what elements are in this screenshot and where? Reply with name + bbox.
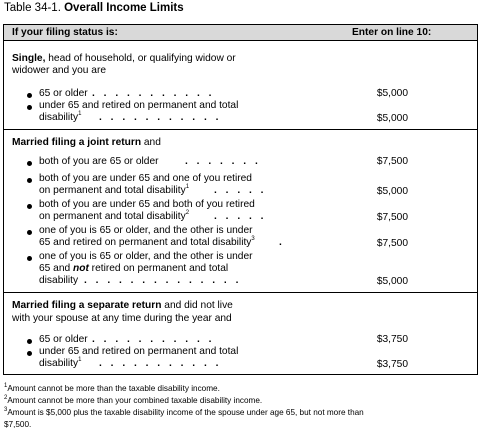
leader-dots: . . . . . . . . . . .: [92, 88, 215, 99]
single-item-2: under 65 and retired on permanent and total: [39, 100, 239, 111]
section-separate-lead-line2: with your spouse at any time during the year and: [12, 313, 232, 324]
header-filing-status: If your filing status is:: [12, 27, 118, 38]
section-divider: [4, 129, 477, 130]
table-title-prefix: Table 34-1.: [4, 2, 61, 14]
separate-amount-2: $3,750: [376, 359, 408, 370]
leader-dots: . . . . . . . . . . .: [92, 334, 215, 345]
section-single-lead-line2: widower and you are: [12, 65, 107, 76]
income-limits-table: [3, 24, 478, 375]
joint-item-5-line3: disability: [39, 275, 79, 286]
bullet-icon: [27, 351, 32, 356]
single-amount-2: $5,000: [376, 113, 408, 124]
joint-item-2: both of you are under 65 and one of you retired: [39, 173, 252, 184]
section-divider: [4, 292, 477, 293]
footnote-3-cont: $7,500.: [4, 420, 32, 429]
joint-amount-1: $7,500: [376, 156, 408, 167]
footnote-1: $^1$Amount cannot be more than the taxable disability income.: [4, 383, 220, 393]
single-amount-1: $5,000: [376, 88, 408, 99]
footnote-3: $^3$Amount is $5,000 plus the taxable disability income of the spouse under age 65, but not more than: [4, 407, 364, 417]
bullet-icon: [27, 339, 32, 344]
joint-item-2-line2: on permanent and total disability$^1$: [39, 184, 190, 196]
leader-dots: . . . . . . . . . . .: [99, 358, 222, 369]
bullet-icon: [27, 256, 32, 261]
bullet-icon: [27, 230, 32, 235]
leader-dots: . . . . .: [214, 185, 267, 196]
footnote-2: $^2$Amount cannot be more than your combined taxable disability income.: [4, 395, 263, 405]
separate-amount-1: $3,750: [376, 334, 408, 345]
leader-dots: . . . . . . .: [185, 156, 261, 167]
bullet-icon: [27, 93, 32, 98]
section-joint-lead: Married filing a joint return and: [12, 137, 161, 148]
bullet-icon: [27, 161, 32, 166]
joint-item-4: one of you is 65 or older, and the other is under: [39, 225, 253, 236]
bullet-icon: [27, 204, 32, 209]
leader-dots: . . . . . . . . . . .: [99, 112, 222, 123]
separate-item-2-line2: disability$^1$: [39, 357, 82, 369]
table-title-main: Overall Income Limits: [64, 2, 184, 14]
bullet-icon: [27, 105, 32, 110]
leader-dots: . . . . .: [214, 211, 267, 222]
joint-item-1: both of you are 65 or older: [39, 156, 159, 167]
table-header: [4, 25, 477, 41]
joint-item-3: both of you are under 65 and both of you retired: [39, 199, 255, 210]
leader-dots: . . . . . . . . . . . . . .: [84, 275, 242, 286]
joint-amount-5: $5,000: [376, 276, 408, 287]
joint-amount-4: $7,500: [376, 238, 408, 249]
leader-dots: .: [279, 237, 285, 248]
table-title: [4, 2, 184, 14]
joint-amount-2: $5,000: [376, 186, 408, 197]
separate-item-2: under 65 and retired on permanent and total: [39, 346, 239, 357]
joint-amount-3: $7,500: [376, 212, 408, 223]
joint-item-5-line2: 65 and not retired on permanent and total: [39, 263, 229, 274]
section-separate-lead: Married filing a separate return and did not live: [12, 300, 233, 311]
joint-item-4-line2: 65 and retired on permanent and total disability$^3$: [39, 236, 255, 248]
joint-item-5: one of you is 65 or older, and the other is under: [39, 251, 253, 262]
separate-item-1: 65 or older: [39, 334, 88, 345]
joint-item-3-line2: on permanent and total disability$^2$: [39, 210, 190, 222]
bullet-icon: [27, 178, 32, 183]
section-single-lead: Single, head of household, or qualifying widow or: [12, 53, 236, 64]
header-line-10: Enter on line 10:: [352, 27, 432, 38]
single-item-2-line2: disability$^1$: [39, 111, 82, 123]
single-item-1: 65 or older: [39, 88, 88, 99]
